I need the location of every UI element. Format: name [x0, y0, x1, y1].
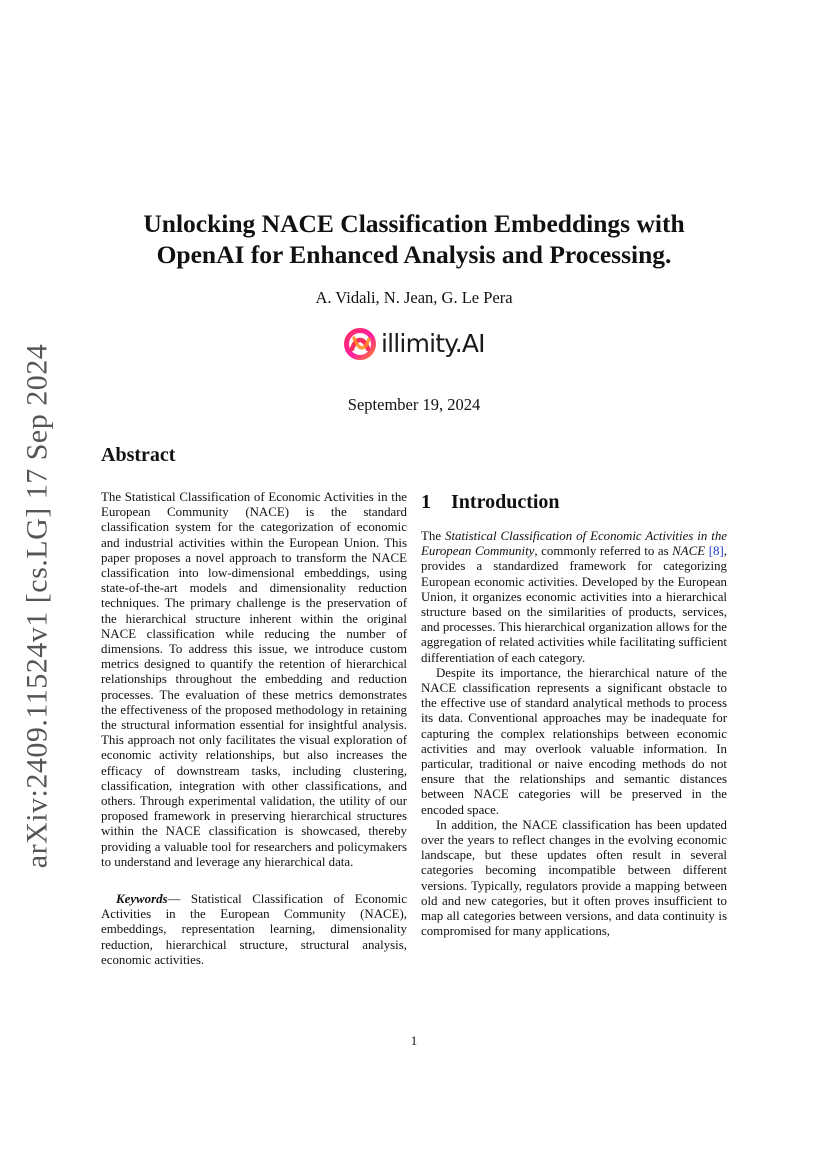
arxiv-identifier-text: arXiv:2409.11524v1 [cs.LG] 17 Sep 2024: [20, 343, 53, 869]
publication-date: September 19, 2024: [347, 395, 481, 414]
keywords-separator: —: [167, 892, 191, 907]
page-number: 1: [410, 1033, 418, 1048]
logo-text-main: illimity: [381, 329, 455, 358]
abstract-heading: Abstract: [101, 444, 176, 466]
logo-wordmark: [381, 327, 485, 361]
citation-link[interactable]: [8]: [708, 544, 724, 559]
p1-text-1: The: [421, 529, 445, 543]
title-line-2: OpenAI for Enhanced Analysis and Processing.: [156, 240, 672, 269]
section-number: 1: [421, 491, 431, 513]
illimity-ai-logo: [343, 327, 488, 361]
section-heading-introduction: [421, 489, 727, 515]
author-list: A. Vidali, N. Jean, G. Le Pera: [315, 288, 513, 307]
paper-title: [90, 208, 738, 270]
p1-italic-nace-full-name: Statistical Classification of Economic Activities in the European Community: [421, 529, 727, 559]
section-title: Introduction: [451, 491, 560, 513]
abstract-body: The Statistical Classification of Economic Activities in the European Community (NACE) is the standard classification system for the categorization of economic and industrial activities within the European Union. This paper proposes a novel approach to transform the NACE classification into low-dimensional embeddings, using state-of-the-art models and dimensionality reduction techniques. The primary challenge is the preservation of the hierarchical structure inherent within the original NACE classification while reducing the number of dimensions. To address this issue, we introduce custom metrics designed to quantify the retention of hierarchical relationships throughout the embedding and reduction processes. The evaluation of these metrics demonstrates the effectiveness of the proposed methodology in retaining the structural information essential for insightful analysis. This approach not only facilitates the visual exploration of economic activity relationships, but also increases the efficacy of downstream tasks, including clustering, classification, integration with other classifications, and others. Through experimental validation, the utility of our proposed framework in preserving hierarchical structures within the NACE classification is showcased, thereby providing a valuable tool for researchers and policymakers to understand and leverage any hierarchical data.: [101, 490, 407, 869]
arxiv-identifier-stamp: [18, 343, 56, 869]
logo-text-dot: .: [454, 329, 462, 358]
intro-paragraph-3: In addition, the NACE classification has been updated over the years to reflect changes in the evolving economic landscape, but these updates often result in several categories becoming incompatible between different versions. Typically, regulators provide a mapping between old and new categories, but it often proves insufficient to map all categories between versions, and data continuity is compromised for many applications,: [421, 817, 727, 939]
logo-text-suffix: AI: [461, 329, 485, 358]
keywords-label: Keywords: [116, 892, 168, 907]
left-column: [101, 442, 407, 968]
keywords-paragraph: [101, 892, 407, 968]
intro-paragraph-2: Despite its importance, the hierarchical nature of the NACE classification represents a significant obstacle to the effective use of standard analytical methods to process its data. Conventional approaches may be inadequate for capturing the complex relationships between economic activities and may overlook valuable information. In particular, traditional or naive encoding methods do not ensure that the relationships and semantic distances between NACE categories will be preserved in the encoded space.: [421, 665, 727, 817]
title-line-1: Unlocking NACE Classification Embeddings with: [143, 209, 685, 238]
illimity-infinity-logo-icon: [343, 327, 377, 361]
intro-paragraph-1: [421, 529, 727, 666]
p1-italic-nace: NACE: [672, 544, 706, 559]
right-column: [421, 451, 727, 939]
keywords-text: Statistical Classification of Economic Activities in the European Community (NACE), embeddings, representation learning, dimensionality reduction, hierarchical structure, structural analysis, economic activities.: [101, 892, 407, 967]
p1-text-4: , provides a standardized framework for categorizing European economic activities. Developed by the European Union, it organizes economic activities into a hierarchical structure based on the similarities of products, services, and processes. This hierarchical organization allows for the aggregation of related activities while facilitating sufficient differentiation of each category.: [421, 544, 727, 665]
p1-text-2: , commonly referred to as: [534, 544, 673, 559]
